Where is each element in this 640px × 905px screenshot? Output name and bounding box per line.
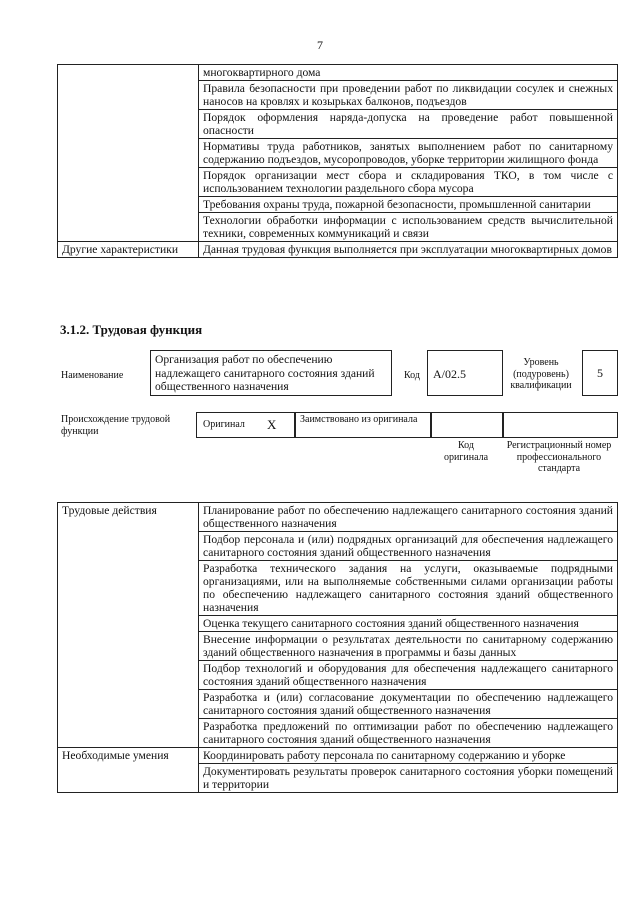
action-item: Подбор персонала и (или) подрядных организаций для обеспечения надлежащего санитарного состояния зданий общественного назначения [199, 532, 618, 561]
original-box [196, 412, 296, 438]
table-row [58, 242, 618, 258]
table-row [58, 65, 618, 81]
skills-label: Необходимые умения [58, 748, 199, 793]
knowledge-table [57, 64, 618, 258]
code-box [427, 350, 503, 396]
function-name: Организация работ по обеспечению надлежащего санитарного состояния зданий общественного назначения [155, 353, 375, 393]
knowledge-item: Порядок оформления наряда-допуска на проведение работ повышенной опасности [199, 110, 618, 139]
knowledge-item: Технологии обработки информации с использованием средств вычислительной техники, современных коммуникаций и связи [199, 213, 618, 242]
knowledge-item: Правила безопасности при проведении работ по ликвидации сосулек и снежных наносов на кровлях и козырьках балконов, подъездов [199, 81, 618, 110]
page-number: 7 [317, 38, 323, 52]
knowledge-item: Порядок организации мест сбора и складирования ТКО, в том числе с использованием технологии раздельного сбора мусора [199, 168, 618, 197]
reg-num-box [502, 412, 618, 438]
empty-label-cell [58, 65, 199, 242]
level-value: 5 [597, 366, 603, 380]
reg-num-label: Регистрационный номер профессионального стандарта [506, 440, 612, 474]
code-label: Код [404, 370, 420, 381]
skill-item: Документировать результаты проверок санитарного состояния уборки помещений и территории [199, 764, 618, 793]
level-box [582, 350, 618, 396]
action-item: Внесение информации о результатах деятельности по санитарному содержанию зданий общественного назначения в программы и базы данных [199, 632, 618, 661]
other-characteristics-text: Данная трудовая функция выполняется при эксплуатации многоквартирных домов [199, 242, 618, 258]
action-item: Оценка текущего санитарного состояния зданий общественного назначения [199, 616, 618, 632]
knowledge-item: Требования охраны труда, пожарной безопасности, промышленной санитарии [199, 197, 618, 213]
action-item: Разработка предложений по оптимизации работ по обеспечению надлежащего санитарного состояния зданий общественного назначения [199, 719, 618, 748]
name-label: Наименование [61, 370, 124, 381]
code-value: A/02.5 [433, 367, 466, 381]
action-item: Подбор технологий и оборудования для обеспечения надлежащего санитарного состояния зданий общественного назначения [199, 661, 618, 690]
action-item: Разработка и (или) согласование документации по обеспечению надлежащего санитарного состояния зданий общественного назначения [199, 690, 618, 719]
skill-item: Координировать работу персонала по санитарному содержанию и уборке [199, 748, 618, 764]
orig-code-box [430, 412, 504, 438]
name-box [150, 350, 392, 396]
knowledge-item: Нормативы труда работников, занятых выполнением работ по санитарному содержанию подъездов, мусоропроводов, уборке территории жилищного фонда [199, 139, 618, 168]
actions-label: Трудовые действия [58, 503, 199, 748]
actions-table [57, 502, 618, 793]
orig-code-label: Код оригинала [443, 440, 489, 463]
other-characteristics-label: Другие характеристики [58, 242, 199, 258]
knowledge-item: многоквартирного дома [199, 65, 618, 81]
table-row [58, 503, 618, 532]
action-item: Планирование работ по обеспечению надлежащего санитарного состояния зданий общественного назначения [199, 503, 618, 532]
action-item: Разработка технического задания на услуги, оказываемые подрядными организациями, или на выполняемые собственными силами организации работы по обеспечению надлежащего санитарного состояния зданий общественного назначения [199, 561, 618, 616]
borrowed-box [294, 412, 432, 438]
original-mark: X [267, 417, 277, 432]
level-label: Уровень (подуровень) квалификации [510, 357, 572, 391]
section-heading: 3.1.2. Трудовая функция [60, 322, 203, 337]
original-label: Оригинал [203, 419, 245, 430]
origin-label: Происхождение трудовой функции [61, 414, 171, 437]
table-row [58, 748, 618, 764]
borrowed-label: Заимствовано из оригинала [300, 414, 418, 425]
